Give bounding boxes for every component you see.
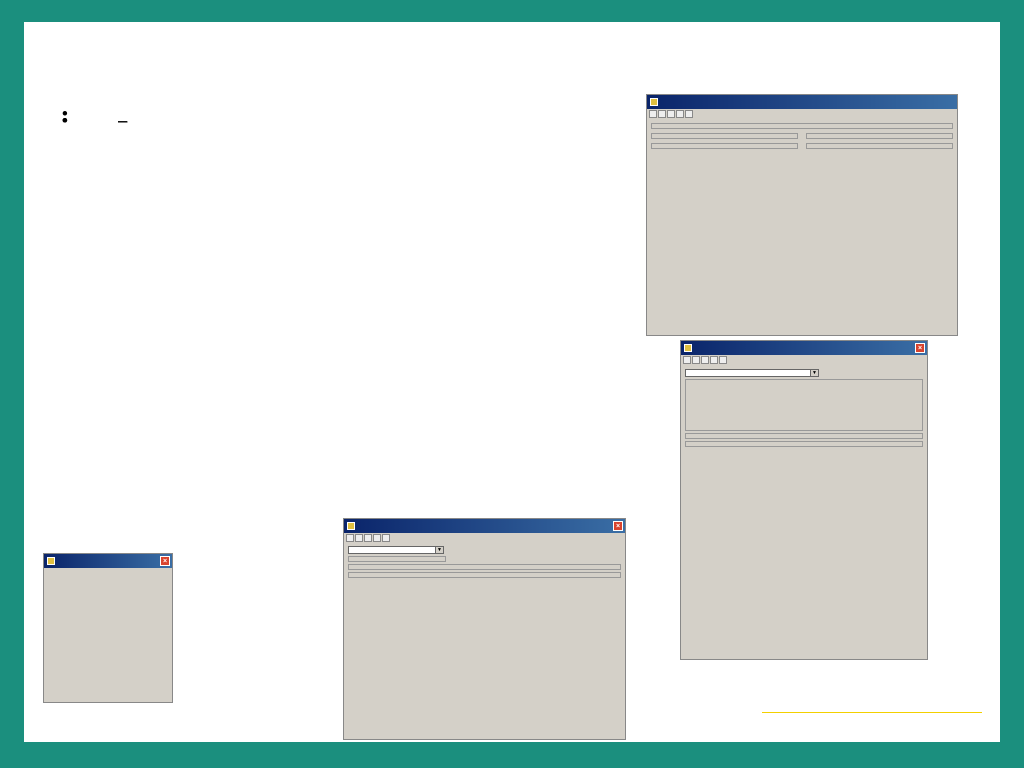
app-icon: [347, 522, 355, 530]
toolbar: [344, 533, 625, 545]
copy-icon[interactable]: [710, 356, 718, 364]
bullet-list: [58, 104, 566, 111]
edit-icon[interactable]: [667, 110, 675, 118]
physical-window-titlebar[interactable]: [681, 341, 927, 355]
general-group: [651, 133, 798, 139]
close-icon[interactable]: ×: [915, 343, 925, 353]
food-chain-group: [685, 441, 923, 447]
contaminant-dropdown[interactable]: [685, 369, 819, 377]
close-icon[interactable]: ×: [613, 521, 623, 531]
save-icon[interactable]: [355, 534, 363, 542]
mass-loading-group: [806, 133, 953, 139]
grid-icon[interactable]: [719, 356, 727, 364]
note-text: [44, 576, 172, 580]
save-icon[interactable]: [658, 110, 666, 118]
grid-icon[interactable]: [685, 110, 693, 118]
toxicity-window-titlebar[interactable]: [344, 519, 625, 533]
copy-icon[interactable]: [676, 110, 684, 118]
general-group: [685, 379, 923, 431]
chevron-down-icon[interactable]: ▼: [810, 370, 818, 376]
physical-parameters-window: [680, 340, 928, 660]
toolbar: [681, 355, 927, 367]
close-icon[interactable]: ×: [160, 556, 170, 566]
print-icon[interactable]: [649, 110, 657, 118]
app-icon: [684, 344, 692, 352]
beef-pathway-group: [806, 143, 953, 149]
chevron-down-icon[interactable]: ▼: [435, 547, 443, 553]
general-group: [348, 556, 446, 562]
edit-icon[interactable]: [364, 534, 372, 542]
app-icon: [47, 557, 55, 565]
physical-parameters-group: [685, 433, 923, 439]
toxicity-window: [343, 518, 626, 740]
slide: [24, 22, 1000, 742]
print-icon[interactable]: [683, 356, 691, 364]
soil-parameters-group: [651, 123, 953, 129]
exposure-parameters-window: [646, 94, 958, 336]
copy-icon[interactable]: [373, 534, 381, 542]
options-dialog-titlebar[interactable]: [44, 554, 172, 568]
edit-icon[interactable]: [701, 356, 709, 364]
grid-icon[interactable]: [382, 534, 390, 542]
contaminant-dropdown[interactable]: [348, 546, 444, 554]
carcinogenic-group: [348, 572, 621, 578]
milk-pathway-group: [651, 143, 798, 149]
exposure-window-titlebar[interactable]: [647, 95, 957, 109]
logo-divider: [762, 712, 982, 713]
exposure-options-dialog: [43, 553, 173, 703]
print-icon[interactable]: [346, 534, 354, 542]
save-icon[interactable]: [692, 356, 700, 364]
noncarcinogenic-group: [348, 564, 621, 570]
toolbar: [647, 109, 957, 121]
app-icon: [650, 98, 658, 106]
